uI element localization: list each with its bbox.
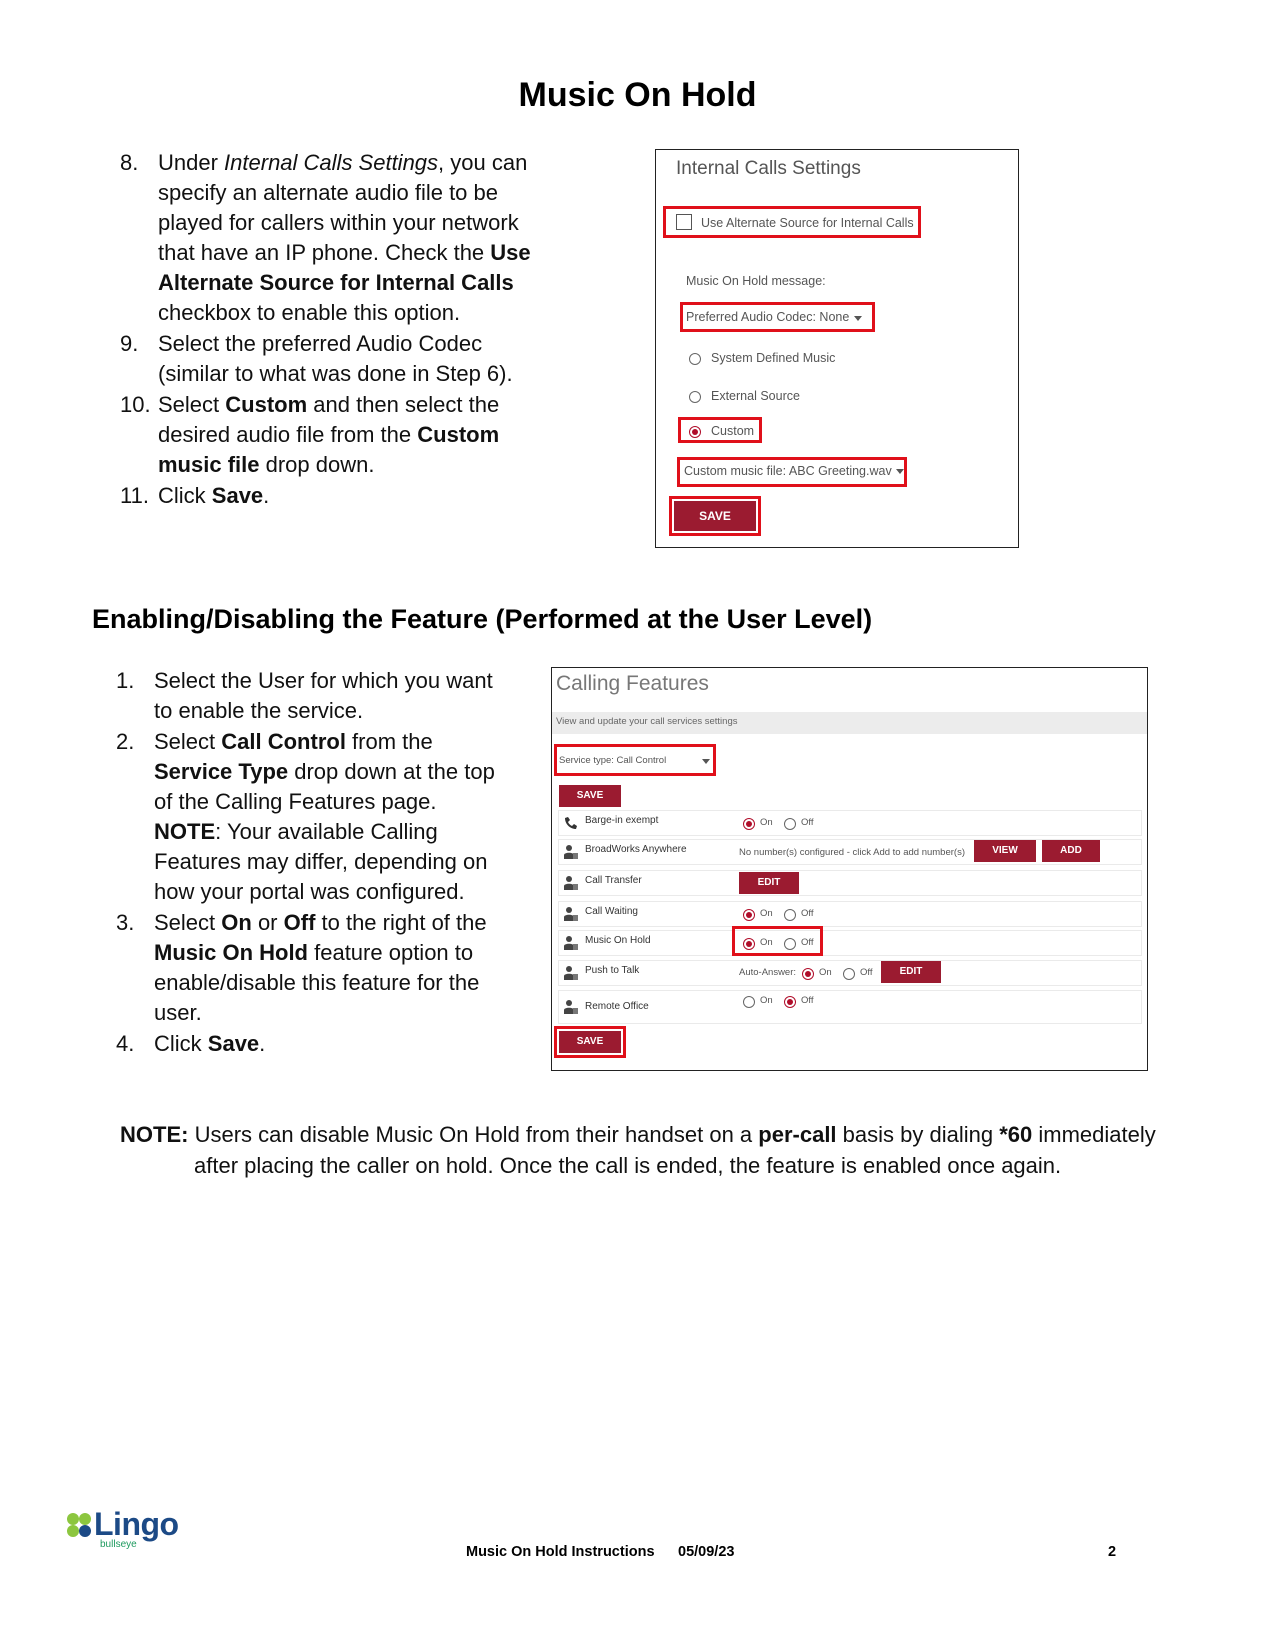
radio-off[interactable] xyxy=(784,909,796,921)
radio-custom[interactable] xyxy=(689,426,701,438)
codec-select[interactable]: Preferred Audio Codec: None xyxy=(686,310,850,324)
step-number: 10. xyxy=(120,392,151,417)
panel-title: Calling Features xyxy=(556,672,709,695)
person-phone-icon xyxy=(563,935,579,951)
footer-page-number: 2 xyxy=(1108,1544,1117,1560)
radio-on[interactable] xyxy=(743,938,755,950)
step-4: 4. Click Save. xyxy=(116,1029,506,1059)
radio-system-defined[interactable] xyxy=(689,353,701,365)
note-line-2: after placing the caller on hold. Once the call is ended, the feature is enabled once again. xyxy=(194,1153,1062,1178)
radio-on[interactable] xyxy=(743,818,755,830)
chevron-down-icon xyxy=(702,759,710,764)
add-button[interactable]: ADD xyxy=(1042,840,1100,862)
off-label: Off xyxy=(801,817,814,828)
off-label: Off xyxy=(801,995,814,1006)
phone-icon xyxy=(563,815,579,831)
footer-date: 05/09/23 xyxy=(678,1544,735,1560)
radio-off[interactable] xyxy=(843,968,855,980)
logo-text: Lingo xyxy=(94,1506,179,1542)
step-9: 9. Select the preferred Audio Codec (similar to what was done in Step 6). xyxy=(120,331,513,386)
step-3: 3. Select On or Off to the right of the Music On Hold feature option to enable/disable this feature for the user. xyxy=(116,910,487,1025)
person-phone-icon xyxy=(563,906,579,922)
panel-subtitle-bar xyxy=(552,712,1147,734)
on-label: On xyxy=(819,967,832,978)
off-label: Off xyxy=(801,908,814,919)
steps-list-b xyxy=(116,666,506,1060)
save-button-top[interactable]: SAVE xyxy=(559,785,621,807)
checkbox-label: Use Alternate Source for Internal Calls xyxy=(701,216,914,230)
step-number: 9. xyxy=(120,331,139,356)
chevron-down-icon xyxy=(896,469,904,474)
page-title: Music On Hold xyxy=(518,76,757,114)
off-label: Off xyxy=(801,937,814,948)
radio-off[interactable] xyxy=(784,996,796,1008)
step-number: 8. xyxy=(120,150,139,175)
feature-row-broadworks-anywhere xyxy=(558,839,1142,865)
save-button[interactable]: SAVE xyxy=(674,501,756,531)
panel-title: Internal Calls Settings xyxy=(676,158,861,179)
radio-label: Custom xyxy=(711,424,755,438)
radio-off[interactable] xyxy=(784,938,796,950)
use-alternate-source-checkbox[interactable] xyxy=(676,214,692,230)
auto-answer-label: Auto-Answer: xyxy=(739,967,797,978)
step-2: 2. Select Call Control from the Service Type drop down at the top of the Calling Features page. NOTE: Your available Calling Features may differ, depending on how your portal was configured. xyxy=(116,729,495,904)
step-number: 11. xyxy=(120,483,149,508)
radio-label: System Defined Music xyxy=(711,351,836,365)
person-phone-icon xyxy=(563,965,579,981)
step-8: 8. Under Internal Calls Settings, you can specify an alternate audio file to be played for callers within your network that have an IP phone. Check the Use Alternate Source for Internal Calls checkbox to enable this option. xyxy=(120,150,531,325)
step-1: 1. Select the User for which you want to enable the service. xyxy=(116,668,493,723)
footer-doc-name: Music On Hold Instructions xyxy=(466,1544,655,1560)
internal-calls-settings-panel xyxy=(655,149,1019,548)
section-heading: Enabling/Disabling the Feature (Performed at the User Level) xyxy=(92,604,873,634)
feature-row-push-to-talk xyxy=(558,960,1142,986)
radio-off[interactable] xyxy=(784,818,796,830)
radio-on[interactable] xyxy=(802,968,814,980)
step-number: 3. xyxy=(116,910,135,935)
feature-label: Barge-in exempt xyxy=(585,815,659,826)
save-button-bottom[interactable]: SAVE xyxy=(559,1031,621,1053)
feature-row-call-waiting xyxy=(558,901,1142,927)
feature-label: Music On Hold xyxy=(585,935,651,946)
edit-button[interactable]: EDIT xyxy=(881,961,941,983)
lingo-logo xyxy=(64,1506,179,1550)
radio-on[interactable] xyxy=(743,996,755,1008)
off-label: Off xyxy=(860,967,873,978)
note-lead: NOTE: xyxy=(120,1122,189,1147)
panel-subtitle: View and update your call services settings xyxy=(556,716,738,727)
note-line-1: NOTE: Users can disable Music On Hold from their handset on a per-call basis by dialing *60 immediately xyxy=(120,1122,1156,1147)
step-10: 10. Select Custom and then select the desired audio file from the Custom music file drop down. xyxy=(120,392,500,477)
on-label: On xyxy=(760,908,773,919)
person-phone-icon xyxy=(563,844,579,860)
custom-music-file-select[interactable]: Custom music file: ABC Greeting.wav xyxy=(684,464,892,478)
feature-row-barge-in-exempt xyxy=(558,810,1142,836)
moh-message-label: Music On Hold message: xyxy=(686,274,826,288)
feature-row-remote-office xyxy=(558,990,1142,1024)
radio-external-source[interactable] xyxy=(689,391,701,403)
person-phone-icon xyxy=(563,999,579,1015)
on-label: On xyxy=(760,995,773,1006)
edit-button[interactable]: EDIT xyxy=(739,872,799,894)
feature-label: BroadWorks Anywhere xyxy=(585,844,687,855)
on-label: On xyxy=(760,817,773,828)
feature-label: Call Transfer xyxy=(585,875,642,886)
lingo-logo-icon xyxy=(64,1510,94,1540)
feature-label: Push to Talk xyxy=(585,965,640,976)
service-type-select[interactable]: Service type: Call Control xyxy=(559,755,667,766)
feature-label: Call Waiting xyxy=(585,906,638,917)
feature-row-music-on-hold xyxy=(558,930,1142,956)
feature-label: Remote Office xyxy=(585,1001,649,1012)
feature-status-text: No number(s) configured - click Add to add number(s) xyxy=(739,847,965,858)
logo-subtext: bullseye xyxy=(100,1539,137,1550)
view-button[interactable]: VIEW xyxy=(974,840,1036,862)
step-11: 11. Click Save. xyxy=(120,481,550,511)
radio-label: External Source xyxy=(711,389,800,403)
radio-on[interactable] xyxy=(743,909,755,921)
person-phone-icon xyxy=(563,875,579,891)
feature-row-call-transfer xyxy=(558,870,1142,896)
steps-list-a xyxy=(120,148,550,512)
step-number: 1. xyxy=(116,668,135,693)
step-number: 4. xyxy=(116,1031,135,1056)
calling-features-panel xyxy=(551,667,1148,1071)
on-label: On xyxy=(760,937,773,948)
chevron-down-icon xyxy=(854,316,862,321)
note-paragraph xyxy=(120,1119,1200,1181)
step-number: 2. xyxy=(116,729,135,754)
